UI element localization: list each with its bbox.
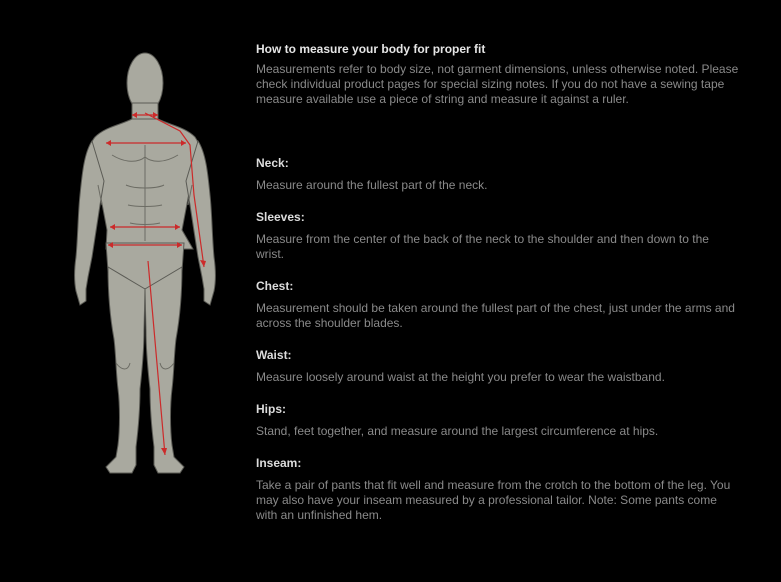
measurement-guide-content: [256, 42, 746, 522]
mannequin-illustration: [70, 45, 220, 480]
inseam-description: Take a pair of pants that fit well and measure from the crotch to the bottom of the leg. You may also have your inseam measured by a professional tailor. Note: Some pants come with an unfinished hem.: [256, 478, 731, 522]
neck-heading: Neck:: [256, 156, 289, 170]
chest-description: Measurement should be taken around the fullest part of the chest, just under the arms and across the shoulder blades.: [256, 301, 735, 330]
waist-heading: Waist:: [256, 348, 292, 362]
chest-section: [256, 279, 736, 331]
hips-section: [256, 402, 736, 439]
neck-section: [256, 156, 736, 193]
page-title: How to measure your body for proper fit: [256, 42, 486, 56]
hips-heading: Hips:: [256, 402, 286, 416]
sleeves-description: Measure from the center of the back of the neck to the shoulder and then down to the wrist.: [256, 232, 709, 261]
inseam-section: [256, 456, 736, 523]
inseam-heading: Inseam:: [256, 456, 302, 470]
sleeves-section: [256, 210, 736, 262]
chest-heading: Chest:: [256, 279, 294, 293]
waist-description: Measure loosely around waist at the height you prefer to wear the waistband.: [256, 370, 665, 384]
body-measurement-figure: [70, 45, 220, 480]
intro-paragraph: Measurements refer to body size, not garment dimensions, unless otherwise noted. Please check individual product pages for special sizing notes. If you do not have a sewing tape measure available use a piece of string and measure it against a ruler.: [256, 62, 739, 106]
waist-section: [256, 348, 736, 385]
neck-description: Measure around the fullest part of the neck.: [256, 178, 488, 192]
mannequin-body: [75, 53, 216, 473]
hips-description: Stand, feet together, and measure around the largest circumference at hips.: [256, 424, 659, 438]
sleeves-heading: Sleeves:: [256, 210, 305, 224]
